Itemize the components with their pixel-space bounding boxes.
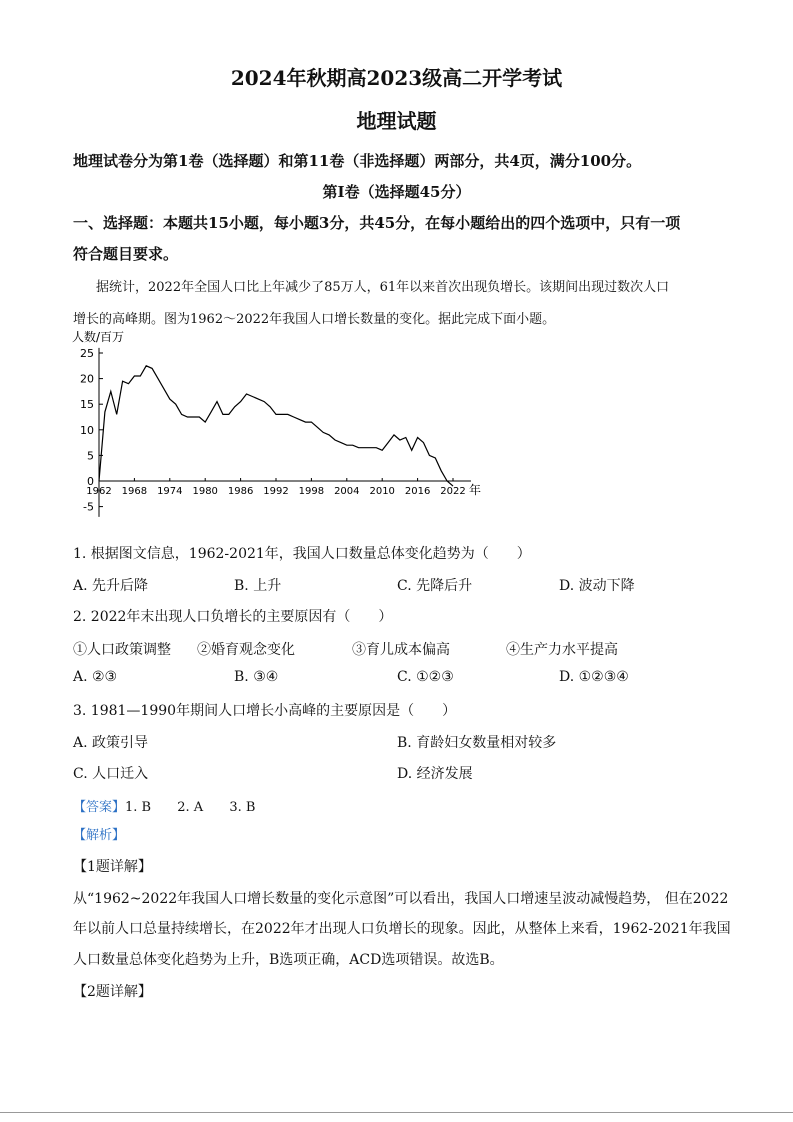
exam-title: 2024年秋期高2023级高二开学考试 bbox=[230, 66, 563, 90]
passage-line: 增长的高峰期。图为1962～2022年我国人口增长数量的变化。据此完成下面小题。 bbox=[73, 312, 556, 327]
y-tick-label: 15 bbox=[80, 398, 94, 412]
detail-paragraph: 从“1962~2022年我国人口增长数量的变化示意图”可以看出，我国人口增速呈波动减慢趋势， 但在2022 bbox=[73, 891, 729, 907]
y-axis-label: 人数/百万 bbox=[72, 330, 125, 344]
reason-item: ④生产力水平提高 bbox=[506, 642, 618, 658]
detail-heading: 【2题详解】 bbox=[73, 984, 152, 1000]
analysis-label: 【解析】 bbox=[73, 828, 126, 843]
x-tick-label: 2004 bbox=[334, 486, 360, 497]
option-b: B. ③④ bbox=[234, 669, 279, 685]
reason-item: ③育儿成本偏高 bbox=[352, 642, 450, 658]
y-tick-label: 25 bbox=[80, 347, 94, 360]
y-tick-label: 20 bbox=[80, 372, 94, 386]
section-instruction: 一、选择题：本题共15小题，每小题3分，共45分，在每小题给出的四个选项中，只有一项 bbox=[73, 214, 681, 232]
x-tick-label: 1962 bbox=[86, 486, 112, 497]
reason-item: ②婚育观念变化 bbox=[197, 642, 295, 658]
x-axis-label: 年 bbox=[469, 483, 482, 497]
option-a: A. 先升后降 bbox=[73, 578, 149, 594]
option-c: C. ①②③ bbox=[397, 669, 454, 685]
population-chart bbox=[66, 326, 486, 522]
option-b: B. 育龄妇女数量相对较多 bbox=[397, 735, 557, 751]
detail-paragraph: 人口数量总体变化趋势为上升，B选项正确，ACD选项错误。故选B。 bbox=[73, 952, 504, 968]
option-c: C. 人口迁入 bbox=[73, 766, 149, 782]
x-tick-label: 2022 bbox=[440, 486, 466, 497]
population-growth-line bbox=[99, 366, 453, 486]
x-tick-label: 2016 bbox=[404, 486, 431, 497]
question-stem: 3. 1981—1990年期间人口增长小高峰的主要原因是（ ） bbox=[73, 703, 457, 719]
detail-heading: 【1题详解】 bbox=[73, 859, 152, 875]
passage-line: 据统计，2022年全国人口比上年减少了85万人，61年以来首次出现负增长。该期间出现过数次人口 bbox=[96, 280, 670, 295]
reason-item: ①人口政策调整 bbox=[73, 642, 171, 658]
answer-2: 2. A bbox=[177, 800, 204, 815]
x-tick-label: 1986 bbox=[227, 486, 254, 497]
y-tick-label: 5 bbox=[87, 449, 94, 463]
x-tick-label: 1998 bbox=[298, 486, 325, 497]
option-b: B. 上升 bbox=[234, 578, 282, 594]
section-instruction-cont: 符合题目要求。 bbox=[73, 245, 179, 263]
x-tick-label: 1992 bbox=[263, 486, 289, 497]
y-tick-label: 10 bbox=[80, 423, 94, 437]
option-d: D. 波动下降 bbox=[559, 578, 635, 594]
question-stem: 2. 2022年末出现人口负增长的主要原因有（ ） bbox=[73, 609, 393, 625]
section-title: 第Ⅰ卷（选择题45分） bbox=[322, 183, 471, 201]
x-tick-label: 1968 bbox=[121, 486, 148, 497]
option-a: A. 政策引导 bbox=[73, 735, 149, 751]
exam-intro: 地理试卷分为第1卷（选择题）和第11卷（非选择题）两部分，共4页，满分100分。 bbox=[73, 152, 642, 170]
option-d: D. ①②③④ bbox=[559, 669, 629, 685]
answer-line bbox=[73, 796, 255, 815]
x-tick-label: 2010 bbox=[369, 486, 395, 497]
answer-1: 1. B bbox=[125, 800, 152, 815]
y-tick-label: -5 bbox=[83, 500, 94, 514]
question-stem: 1. 根据图文信息，1962-2021年，我国人口数量总体变化趋势为（ ） bbox=[73, 546, 531, 562]
y-tick-label: 0 bbox=[87, 475, 94, 488]
x-tick-label: 1974 bbox=[157, 486, 183, 497]
answer-3: 3. B bbox=[229, 800, 256, 815]
answer-label: 【答案】 bbox=[73, 800, 126, 815]
subject-title: 地理试题 bbox=[356, 109, 437, 133]
page-bottom-rule bbox=[0, 1112, 793, 1113]
x-tick-label: 1980 bbox=[192, 486, 218, 497]
option-a: A. ②③ bbox=[73, 669, 118, 685]
option-d: D. 经济发展 bbox=[397, 766, 473, 782]
detail-paragraph: 年以前人口总量持续增长，在2022年才出现人口负增长的现象。因此，从整体上来看，1962-2021年我国 bbox=[73, 921, 731, 937]
option-c: C. 先降后升 bbox=[397, 578, 473, 594]
